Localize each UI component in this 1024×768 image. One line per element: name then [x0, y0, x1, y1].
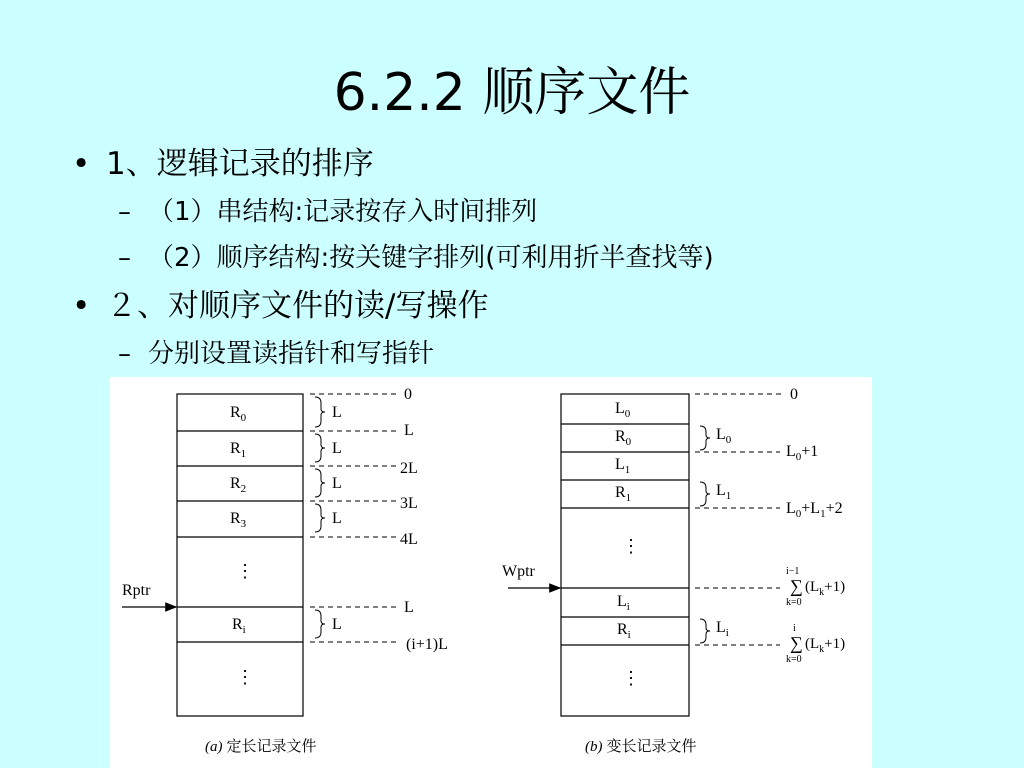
- bullet-list: [0, 0, 1024, 380]
- caption-b: (b) 变长记录文件: [585, 737, 697, 755]
- bullet-text: （1）串结构:记录按存入时间排列: [148, 197, 538, 227]
- offset-label: $L_0+1$: [786, 443, 819, 463]
- offset-guides-b: [695, 394, 785, 645]
- offset-label: 0: [404, 386, 412, 403]
- diagram-variable-length: [502, 386, 845, 755]
- offset-label: 4L: [400, 531, 418, 548]
- record-r0: $R_0$: [230, 404, 247, 424]
- slide-title: 6.2.2 顺序文件: [333, 63, 691, 123]
- cell-r1: $R_1$: [615, 484, 632, 504]
- bullet-text: 1、逻辑记录的排序: [106, 146, 374, 182]
- brace-label: L: [332, 404, 342, 421]
- bullet-text: （2）顺序结构:按关键字排列(可利用折半查找等): [148, 243, 714, 273]
- brace-group-b: [700, 426, 710, 643]
- svg-text:(Lk+1): $(L_k+1)$: [805, 579, 846, 598]
- diagram-fixed-length: [122, 386, 448, 755]
- cell-l1: $L_1$: [615, 456, 631, 476]
- bullet-dash: –: [118, 243, 131, 273]
- brace-label: $L_i$: [716, 619, 729, 639]
- offset-label: 2L: [400, 460, 418, 477]
- record-ellipsis: ⋮: [236, 667, 254, 687]
- brace-label: $L_0$: [716, 426, 732, 446]
- svg-text:i−1: i−1: [786, 566, 800, 577]
- record-r1: $R_1$: [230, 440, 247, 460]
- offset-label: L: [404, 422, 414, 439]
- brace-label: L: [332, 440, 342, 457]
- cell-ri: $R_i$: [617, 621, 631, 641]
- bullet-text: 分别设置读指针和写指针: [148, 339, 435, 369]
- record-layout-figure: [110, 377, 872, 768]
- offset-label: $L_0+L_1+2$: [786, 500, 843, 520]
- brace-label: L: [332, 475, 342, 492]
- cell-r0: $R_0$: [615, 428, 632, 448]
- record-ellipsis: ⋮: [236, 561, 254, 581]
- brace-group-a: [315, 397, 325, 638]
- bullet-text: ２、对顺序文件的读/写操作: [106, 288, 489, 324]
- offset-label: L: [404, 599, 414, 616]
- sum-offset-1: [786, 566, 845, 608]
- bullet-dot: •: [72, 288, 91, 324]
- bullet-dot: •: [72, 146, 91, 182]
- offset-label: 3L: [400, 495, 418, 512]
- svg-text:k=0: k=0: [786, 597, 802, 608]
- brace-label: L: [332, 616, 342, 633]
- cell-ellipsis: ⋮: [622, 536, 640, 556]
- bullet-dash: –: [118, 197, 131, 227]
- svg-text:∑: ∑: [790, 576, 803, 596]
- record-ri: $R_i$: [232, 616, 246, 636]
- svg-text:∑: ∑: [790, 633, 803, 653]
- brace-label: L: [332, 510, 342, 527]
- svg-text:i: i: [793, 623, 796, 634]
- brace-label: $L_1$: [716, 482, 732, 502]
- record-r2: $R_2$: [230, 475, 247, 495]
- cell-l0: $L_0$: [615, 400, 631, 420]
- bullet-dash: –: [118, 339, 131, 369]
- sum-offset-2: [786, 623, 845, 665]
- caption-a: (a) 定长记录文件: [205, 737, 317, 755]
- write-pointer-label: Wptr: [502, 563, 535, 580]
- offset-label: 0: [790, 386, 798, 403]
- read-pointer-label: Rptr: [122, 582, 151, 599]
- cell-ellipsis: ⋮: [622, 668, 640, 688]
- svg-text:k=0: k=0: [786, 654, 802, 665]
- cell-li: $L_i$: [617, 593, 630, 613]
- offset-label: (i+1)L: [406, 636, 448, 653]
- svg-text:(Lk+1): $(L_k+1)$: [805, 636, 846, 655]
- record-r3: $R_3$: [230, 510, 247, 530]
